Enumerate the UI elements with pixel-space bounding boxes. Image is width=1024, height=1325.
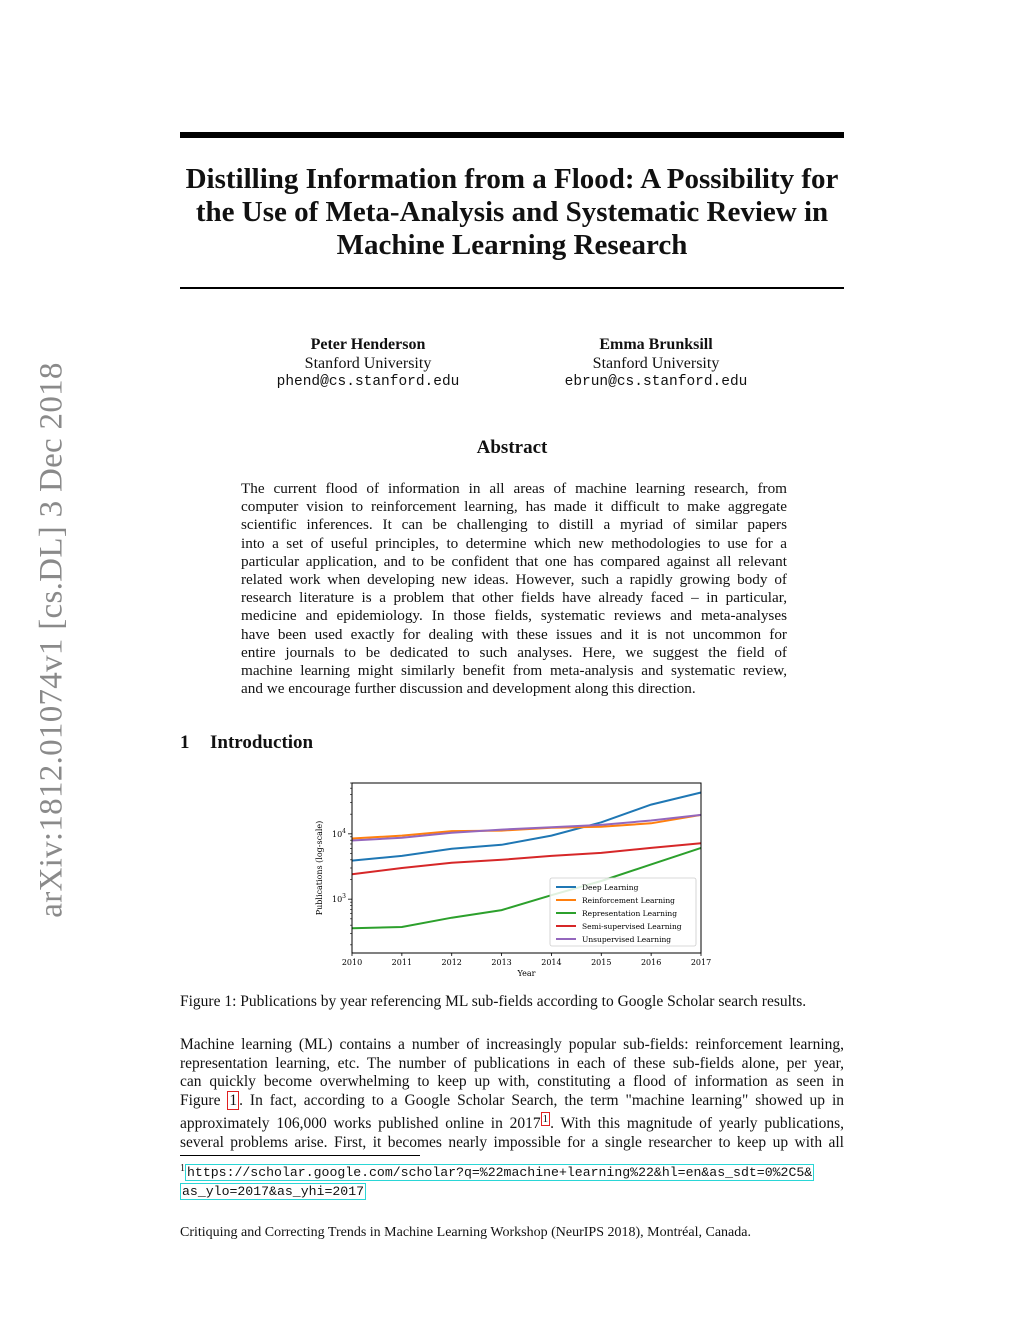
author-block-2 xyxy=(506,335,806,392)
x-tick-label: 2012 xyxy=(441,958,462,967)
body-text-span: Figure xyxy=(180,1091,228,1109)
author-email: phend@cs.stanford.edu xyxy=(276,374,460,390)
section-number: 1 xyxy=(180,732,190,753)
author-email: ebrun@cs.stanford.edu xyxy=(564,374,748,390)
y-tick-label: $10^4$ xyxy=(331,827,346,839)
abstract-line: scientific inferences. It can be challenging to distill a myriad of similar papers xyxy=(241,516,787,534)
paper-title xyxy=(180,163,844,262)
abstract-line: particular application, and to be confident that one has compared against all relevant xyxy=(241,552,787,570)
body-line xyxy=(180,1110,844,1134)
intro-paragraph xyxy=(180,1036,844,1152)
x-tick-label: 2017 xyxy=(690,958,712,967)
title-line: Distilling Information from a Flood: A Possibility for xyxy=(185,163,839,195)
arxiv-stamp: arXiv:1812.01074v1 [cs.DL] 3 Dec 2018 xyxy=(33,362,70,918)
abstract-heading: Abstract xyxy=(476,437,548,458)
x-tick-label: 2013 xyxy=(491,958,512,967)
figure-caption: Figure 1: Publications by year referencing ML sub-fields according to Google Scholar search results. xyxy=(180,993,807,1010)
x-tick-label: 2014 xyxy=(541,958,562,967)
legend-label-0: Deep Learning xyxy=(582,883,639,892)
figure-1-ref-link[interactable]: 1 xyxy=(229,1091,238,1109)
footnote xyxy=(180,1159,860,1201)
x-tick-label: 2010 xyxy=(341,958,363,967)
author-affiliation: Stanford University xyxy=(592,355,720,372)
abstract-line: machine learning might similarly benefit from meta-analysis and systematic review, xyxy=(241,662,787,680)
x-axis-label: Year xyxy=(517,969,536,978)
body-line xyxy=(180,1092,844,1111)
section-heading xyxy=(180,732,313,754)
body-line: several problems arise. First, it becomes nearly impossible for a single researcher to keep up with all xyxy=(180,1133,844,1151)
body-line: representation learning, etc. The number of publications in each of these sub-fields alone, per year, xyxy=(180,1054,844,1072)
abstract-line: have been used exactly for dealing with these issues and it is not uncommon for xyxy=(241,625,787,643)
abstract-body xyxy=(241,480,787,698)
section-title: Introduction xyxy=(210,732,314,753)
body-line: Machine learning (ML) contains a number of increasingly popular sub-fields: reinforcement learning, xyxy=(180,1036,844,1053)
author-name: Peter Henderson xyxy=(310,336,426,353)
body-text-span: approximately 106,000 works published online in 2017 xyxy=(180,1115,541,1133)
title-line: the Use of Meta-Analysis and Systematic Review in xyxy=(195,196,829,228)
footnote-rule xyxy=(180,1155,420,1156)
abstract-line: related work when developing new ideas. However, such a rapidly growing body of xyxy=(241,571,787,589)
abstract-line: research literature is a problem that other fields have already faced – in particular, xyxy=(241,589,787,607)
publications-chart xyxy=(300,775,720,985)
series-line-3 xyxy=(352,843,701,874)
body-text-span: . With this magnitude of yearly publications, xyxy=(550,1115,844,1133)
footnote-marker: 1 xyxy=(180,1163,185,1174)
title-line: Machine Learning Research xyxy=(336,229,688,261)
legend-label-1: Reinforcement Learning xyxy=(582,896,675,905)
abstract-line: The current flood of information in all areas of machine learning research, from xyxy=(241,480,787,497)
footnote-url-link[interactable]: https://scholar.google.com/scholar?q=%22machine+learning%22&hl=en&as_sdt=0%2C5& xyxy=(187,1165,813,1181)
author-name: Emma Brunksill xyxy=(599,336,713,353)
title-rule-bottom xyxy=(180,287,844,289)
venue-footer: Critiquing and Correcting Trends in Machine Learning Workshop (NeurIPS 2018), Montréal, Canada. xyxy=(180,1225,751,1240)
author-block-1 xyxy=(218,335,518,392)
footnote-url-link-cont[interactable]: as_ylo=2017&as_yhi=2017 xyxy=(182,1184,365,1200)
legend-label-4: Unsupervised Learning xyxy=(582,935,672,944)
legend-label-2: Representation Learning xyxy=(582,909,677,918)
title-rule-top xyxy=(180,132,844,138)
series-line-0 xyxy=(352,793,701,861)
y-tick-label: $10^3$ xyxy=(331,893,346,905)
abstract-line: entire journals to be dedicated to such analyses. Here, we suggest the field of xyxy=(241,643,787,661)
x-tick-label: 2011 xyxy=(391,958,413,967)
body-line: can quickly become overwhelming to keep up with, constituting a flood of information as seen in xyxy=(180,1073,844,1090)
x-tick-label: 2016 xyxy=(640,958,662,967)
footnote-1-ref-link[interactable]: 1 xyxy=(542,1113,549,1125)
abstract-line: computer vision to reinforcement learning, has made it difficult to make aggregate xyxy=(241,498,787,516)
series-line-4 xyxy=(352,815,701,841)
x-tick-label: 2015 xyxy=(591,958,612,967)
body-text-span: . In fact, according to a Google Scholar Search, the term "machine learning" showed up in xyxy=(239,1091,844,1109)
series-line-1 xyxy=(352,815,701,839)
abstract-line: medicine and epidemiology. In those fields, systematic reviews and meta-analyses xyxy=(241,607,787,625)
abstract-line: and we encourage further discussion and development along this direction. xyxy=(241,680,696,698)
legend-label-3: Semi-supervised Learning xyxy=(582,922,682,931)
abstract-line: into a set of useful principles, to determine which new methodologies to use for a xyxy=(241,534,787,552)
y-axis-label: Publications (log-scale) xyxy=(315,820,324,916)
author-affiliation: Stanford University xyxy=(304,355,432,372)
